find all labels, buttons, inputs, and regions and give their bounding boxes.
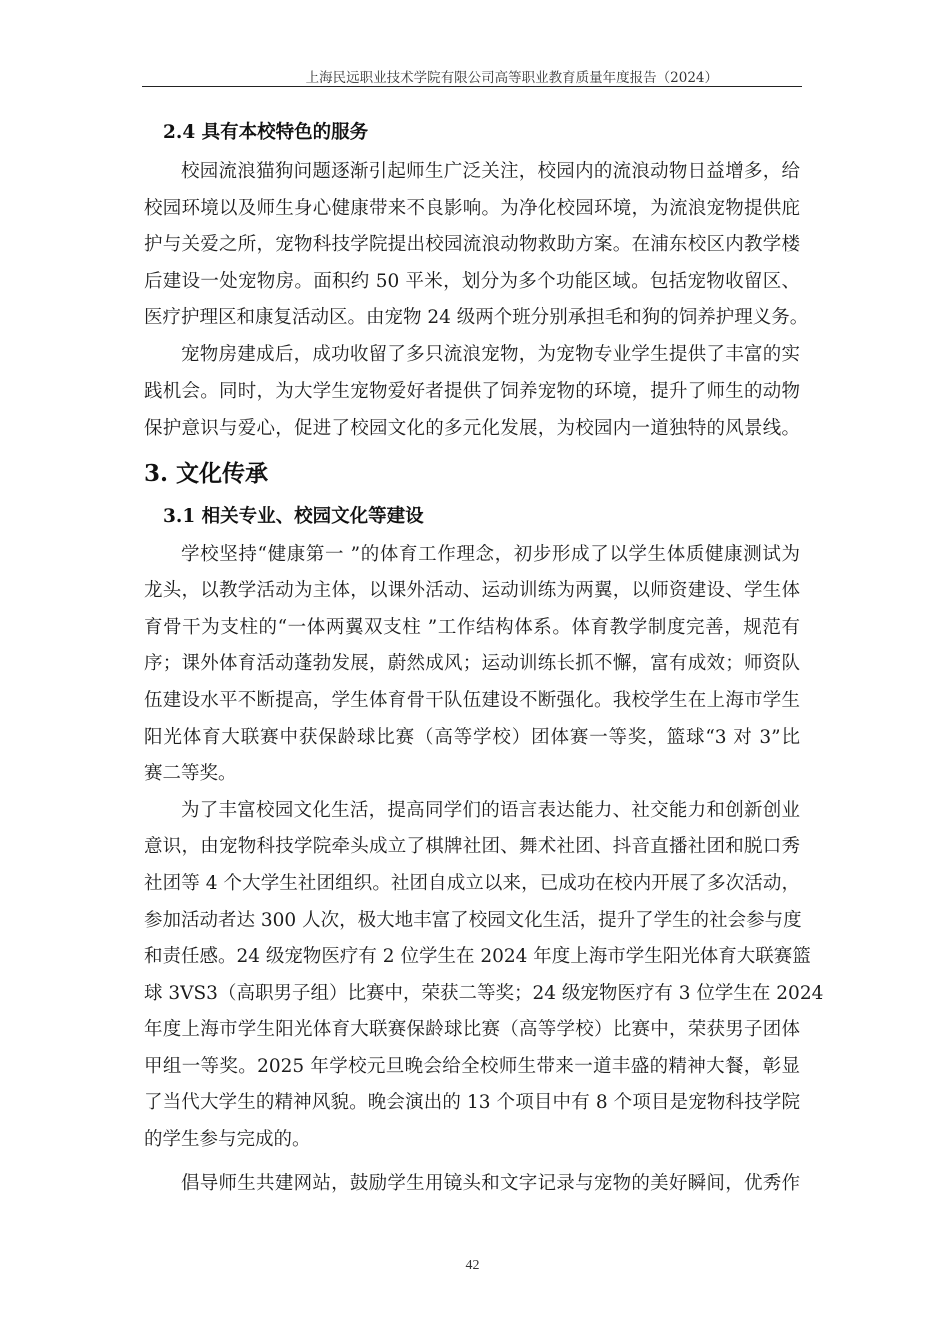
paragraph-line: 倡导师生共建网站，鼓励学生用镜头和文字记录与宠物的美好瞬间，优秀作 bbox=[181, 1173, 800, 1194]
paragraph-line: 护与关爱之所，宠物科技学院提出校园流浪动物救助方案。在浦东校区内教学楼 bbox=[144, 234, 800, 255]
heading-3-1: 3.1 相关专业、校园文化等建设 bbox=[163, 506, 424, 527]
paragraph-line: 育骨干为支柱的“一体两翼双支柱 ”工作结构体系。体育教学制度完善，规范有 bbox=[144, 617, 800, 638]
paragraph-line: 践机会。同时，为大学生宠物爱好者提供了饲养宠物的环境，提升了师生的动物 bbox=[144, 381, 800, 402]
paragraph-line: 社团等 4 个大学生社团组织。社团自成立以来，已成功在校内开展了多次活动， bbox=[144, 873, 800, 894]
running-header bbox=[142, 64, 802, 87]
paragraph-line: 保护意识与爱心，促进了校园文化的多元化发展，为校园内一道独特的风景线。 bbox=[144, 418, 800, 439]
paragraph-line: 校园环境以及师生身心健康带来不良影响。为净化校园环境，为流浪宠物提供庇 bbox=[144, 198, 800, 219]
paragraph-line: 校园流浪猫狗问题逐渐引起师生广泛关注，校园内的流浪动物日益增多，给 bbox=[181, 161, 800, 182]
paragraph-line: 球 3VS3（高职男子组）比赛中，荣获二等奖；24 级宠物医疗有 3 位学生在 2024 bbox=[144, 983, 824, 1004]
heading-3: 3. 文化传承 bbox=[144, 460, 269, 487]
heading-2-4: 2.4 具有本校特色的服务 bbox=[163, 122, 369, 143]
paragraph-line: 赛二等奖。 bbox=[144, 763, 237, 784]
paragraph-line: 医疗护理区和康复活动区。由宠物 24 级两个班分别承担毛和狗的饲养护理义务。 bbox=[144, 307, 809, 328]
paragraph-line: 阳光体育大联赛中获保龄球比赛（高等学校）团体赛一等奖，篮球“3 对 3”比 bbox=[144, 727, 800, 748]
paragraph-line: 了当代大学生的精神风貌。晚会演出的 13 个项目中有 8 个项目是宠物科技学院 bbox=[144, 1092, 800, 1113]
paragraph-line: 学校坚持“健康第一 ”的体育工作理念，初步形成了以学生体质健康测试为 bbox=[181, 544, 800, 565]
page-number: 42 bbox=[465, 1258, 480, 1273]
paragraph-line: 后建设一处宠物房。面积约 50 平米，划分为多个功能区域。包括宠物收留区、 bbox=[144, 271, 800, 292]
paragraph-line: 为了丰富校园文化生活，提高同学们的语言表达能力、社交能力和创新创业 bbox=[181, 800, 800, 821]
paragraph-line: 年度上海市学生阳光体育大联赛保龄球比赛（高等学校）比赛中，荣获男子团体 bbox=[144, 1019, 800, 1040]
paragraph-line: 和责任感。24 级宠物医疗有 2 位学生在 2024 年度上海市学生阳光体育大联赛篮 bbox=[144, 946, 811, 967]
paragraph-line: 甲组一等奖。2025 年学校元旦晚会给全校师生带来一道丰盛的精神大餐，彰显 bbox=[144, 1056, 800, 1077]
running-header-title: 上海民远职业技术学院有限公司高等职业教育质量年度报告（2024） bbox=[305, 70, 718, 86]
paragraph-line: 意识，由宠物科技学院牵头成立了棋牌社团、舞术社团、抖音直播社团和脱口秀 bbox=[144, 836, 800, 857]
paragraph-line: 的学生参与完成的。 bbox=[144, 1129, 311, 1150]
paragraph-line: 宠物房建成后，成功收留了多只流浪宠物，为宠物专业学生提供了丰富的实 bbox=[181, 344, 800, 365]
paragraph-line: 序；课外体育活动蓬勃发展，蔚然成风；运动训练长抓不懈，富有成效；师资队 bbox=[144, 653, 800, 674]
paragraph-line: 参加活动者达 300 人次，极大地丰富了校园文化生活，提升了学生的社会参与度 bbox=[144, 910, 802, 931]
paragraph-line: 龙头，以教学活动为主体，以课外活动、运动训练为两翼，以师资建设、学生体 bbox=[144, 580, 800, 601]
paragraph-line: 伍建设水平不断提高，学生体育骨干队伍建设不断强化。我校学生在上海市学生 bbox=[144, 690, 800, 711]
